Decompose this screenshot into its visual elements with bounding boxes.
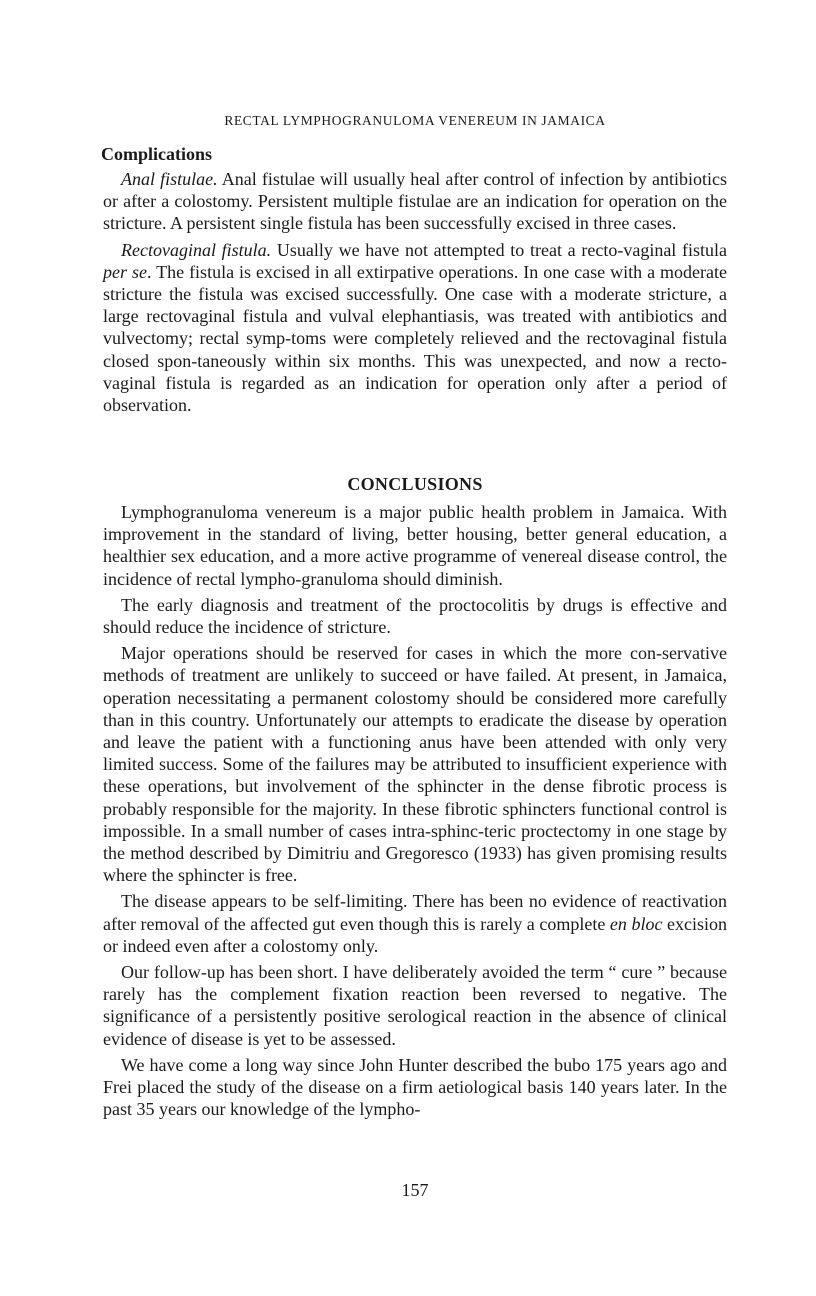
rectovaginal-fistula-paragraph — [103, 239, 727, 417]
en-bloc-italic: en bloc — [609, 913, 663, 934]
conclusions-paragraph-2: The early diagnosis and treatment of the proctocolitis by drugs is effective and should reduce the incidence of stricture. — [103, 594, 727, 638]
p4-text-a: The disease appears to be self-limiting. There has been no evidence of reactivation after removal of the affected gut even though this is rarely a complete — [103, 891, 727, 934]
conclusions-body — [103, 501, 727, 1120]
rectovaginal-text-a: Usually we have not attempted to treat a recto-vaginal fistula — [271, 239, 728, 260]
conclusions-paragraph-6: We have come a long way since John Hunter described the bubo 175 years ago and Frei placed the study of the disease on a firm aetiological basis 140 years later. In the past 35 years our knowledge of the lympho- — [103, 1054, 727, 1120]
conclusions-paragraph-3: Major operations should be reserved for cases in which the more con-servative methods of treatment are unlikely to succeed or have failed. At present, in Jamaica, operation necessitating a permanent colostomy should be considered more carefully than in this country. Unfortunately our attempts to eradicate the disease by operation and leave the patient with a functioning anus have been attended with only very limited success. Some of the failures may be attributed to insufficient experience with these operations, but involvement of the sphincter in the dense fibrotic process is probably responsible for the majority. In these fibrotic sphincters functional control is impossible. In a small number of cases intra-sphinc-teric proctectomy in one stage by the method described by Dimitriu and Gregoresco (1933) has given promising results where the sphincter is free. — [103, 643, 727, 886]
anal-fistulae-title: Anal fistulae. — [121, 169, 218, 189]
conclusions-paragraph-1: Lymphogranuloma venereum is a major public health problem in Jamaica. With improvement in the standard of living, better housing, better general education, a healthier sex education, and a more active programme of venereal disease control, the incidence of rectal lympho-granuloma should diminish. — [103, 502, 727, 589]
complications-heading: Complications — [101, 144, 213, 164]
per-se-italic: per se — [103, 261, 147, 282]
rectovaginal-fistula-title: Rectovaginal fistula. — [121, 239, 272, 260]
page-number: 157 — [401, 1180, 429, 1200]
anal-fistulae-text: Anal fistulae will usually heal after control of infection by antibiotics or after a colostomy. Persistent multiple fistulae are an indication for operation on the stricture. A persistent single fistula has been successfully excised in three cases. — [103, 169, 727, 234]
rectovaginal-text-b: . The fistula is excised in all extirpative operations. In one case with a moderate stricture the fistula was excised successfully. One case with a moderate stricture, a large rectovaginal fistula and vulval elephantiasis, was treated with antibiotics and vulvectomy; rectal symp-toms were completely relieved and the rectovaginal fistula closed spon-taneously within six months. This was unexpected, and now a recto-vaginal fistula is regarded as an indication for operation only after a period of observation. — [103, 261, 727, 416]
conclusions-paragraph-5: Our follow-up has been short. I have deliberately avoided the term “ cure ” because rarely has the complement fixation reaction been reversed to negative. The significance of a persistently positive serological reaction in the absence of clinical evidence of disease is yet to be assessed. — [103, 962, 727, 1049]
anal-fistulae-paragraph — [103, 168, 727, 235]
conclusions-paragraph-4 — [103, 890, 727, 957]
conclusions-heading: CONCLUSIONS — [347, 474, 483, 494]
complications-body — [103, 168, 727, 416]
p4-text-b: excision or indeed even after a colostomy only. — [103, 913, 728, 956]
running-head: RECTAL LYMPHOGRANULOMA VENEREUM IN JAMAICA — [224, 113, 606, 128]
